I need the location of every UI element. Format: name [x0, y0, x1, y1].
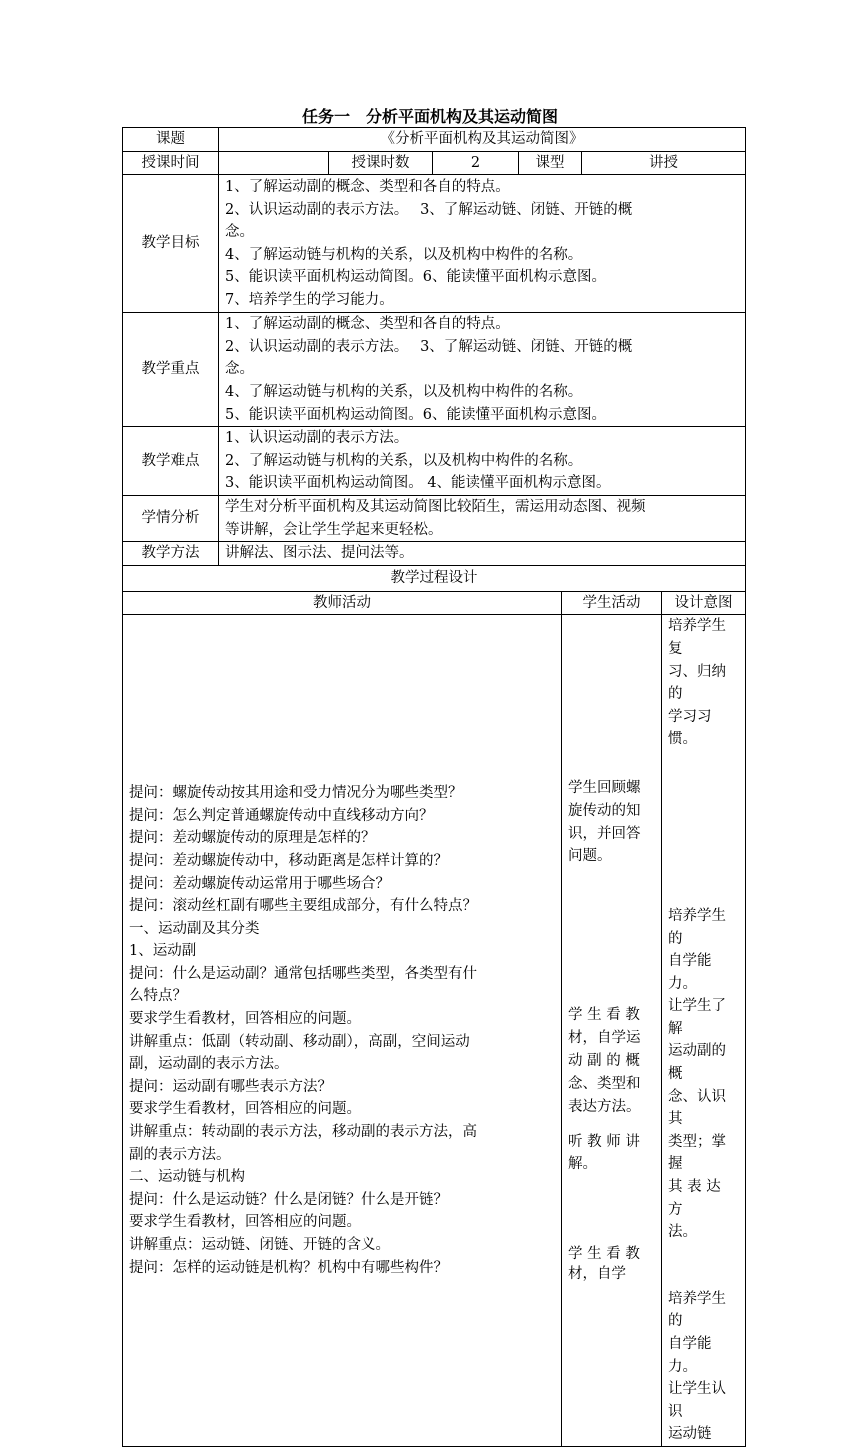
methods-label: 教学方法: [123, 542, 219, 566]
difficulties-label: 教学难点: [123, 427, 219, 496]
teacher-line: 提问：螺旋传动按其用途和受力情况分为哪些类型？: [129, 785, 463, 802]
objectives-content: [219, 175, 746, 313]
objective-line: 1、了解运动副的概念、类型和各自的特点。: [225, 178, 510, 195]
process-header: 教学过程设计: [123, 565, 746, 591]
student-note-line: 学生回顾螺: [568, 780, 641, 797]
key-points-label: 教学重点: [123, 313, 219, 427]
design-note-line: 其 表 达 方: [668, 1179, 721, 1218]
teacher-line: 副的表示方法。: [129, 1146, 231, 1163]
page-title: 任务一 分析平面机构及其运动简图: [301, 107, 558, 126]
design-note-line: 自学能力。: [668, 1336, 712, 1375]
design-note-line: 运动副的概: [668, 1043, 726, 1083]
time-value: [219, 151, 329, 175]
analysis-label: 学情分析: [123, 495, 219, 541]
student-note-line: 动 副 的 概: [568, 1052, 640, 1069]
student-note-line: 学 生 看 教: [568, 1245, 640, 1262]
schedule-row: [123, 151, 746, 175]
design-note-line: 让学生认识: [668, 1381, 726, 1420]
difficulty-line: 1、认识运动副的表示方法。: [225, 430, 409, 447]
type-label: 课型: [519, 151, 582, 175]
analysis-content: [219, 495, 746, 541]
student-note-line: 学 生 看 教: [568, 1006, 640, 1023]
design-note-line: 让学生了解: [668, 998, 726, 1037]
design-note-line: 习、归纳的: [668, 663, 726, 703]
objective-line: 5、能识读平面机构运动简图。6、能读懂平面机构示意图。: [225, 269, 606, 286]
process-header-row: [123, 565, 746, 591]
difficulty-line: 3、能识读平面机构运动简图。 4、能读懂平面机构示意图。: [225, 475, 611, 492]
key-point-line: 5、能识读平面机构运动简图。6、能读懂平面机构示意图。: [225, 406, 606, 423]
objective-line: 念。: [225, 224, 254, 241]
analysis-line: 等讲解，会让学生学起来更轻松。: [225, 521, 443, 538]
teacher-line: 提问：怎样的运动链是机构？机构中有哪些构件？: [129, 1259, 448, 1276]
teacher-line: 二、运动链与机构: [129, 1169, 245, 1186]
difficulties-row: [123, 427, 746, 496]
student-note-line: 解。: [568, 1156, 597, 1173]
teacher-line: 提问：差动螺旋传动中，移动距离是怎样计算的？: [129, 852, 448, 869]
student-note-line: 旋传动的知: [568, 802, 641, 819]
objectives-label: 教学目标: [123, 175, 219, 313]
teacher-line: 讲解重点：低副（转动副、移动副），高副，空间运动: [129, 1033, 470, 1050]
design-note-line: 念、认识其: [668, 1088, 726, 1128]
analysis-line: 学生对分析平面机构及其运动简图比较陌生，需运用动态图、视频: [225, 498, 646, 515]
design-note-line: 类型；掌握: [668, 1133, 726, 1173]
teacher-line: 提问：什么是运动副？通常包括哪些类型，各类型有什: [129, 965, 477, 982]
hours-value: 2: [433, 151, 519, 175]
objective-line: 4、了解运动链与机构的关系，以及机构中构件的名称。: [225, 246, 583, 263]
teacher-line: 讲解重点：转动副的表示方法，移动副的表示方法，高: [129, 1124, 477, 1141]
teacher-line: 提问：滚动丝杠副有哪些主要组成部分，有什么特点？: [129, 898, 477, 915]
difficulties-content: [219, 427, 746, 496]
difficulty-line: 2、了解运动链与机构的关系，以及机构中构件的名称。: [225, 452, 583, 469]
design-note-line: 运动链: [668, 1426, 712, 1443]
objectives-row: [123, 175, 746, 313]
teacher-line: 要求学生看教材，回答相应的问题。: [129, 1214, 361, 1231]
teacher-line: 提问：怎么判定普通螺旋传动中直线移动方向？: [129, 807, 434, 824]
student-note-line: 听 教 师 讲: [568, 1133, 640, 1150]
methods-value: 讲解法、图示法、提问法等。: [219, 542, 746, 566]
key-points-row: [123, 313, 746, 427]
lesson-plan-table: [122, 127, 746, 1447]
key-point-line: 2、认识运动副的表示方法。 3、了解运动链、闭链、开链的概: [225, 338, 633, 355]
student-note-line: 问题。: [568, 848, 612, 865]
topic-label: 课题: [123, 128, 219, 152]
key-point-line: 1、了解运动副的概念、类型和各自的特点。: [225, 316, 510, 333]
type-value: 讲授: [582, 151, 746, 175]
methods-row: [123, 542, 746, 566]
objective-line: 2、认识运动副的表示方法。 3、了解运动链、闭链、开链的概: [225, 201, 633, 218]
key-points-content: [219, 313, 746, 427]
topic-row: [123, 128, 746, 152]
process-content-row: [123, 615, 746, 1447]
design-intent-content: [662, 615, 746, 1447]
teacher-line: 一、运动副及其分类: [129, 920, 260, 937]
teacher-line: 讲解重点：运动链、闭链、开链的含义。: [129, 1237, 390, 1253]
design-note-line: 学习习惯。: [668, 708, 712, 748]
teacher-line: 1、运动副: [129, 943, 197, 960]
key-point-line: 4、了解运动链与机构的关系，以及机构中构件的名称。: [225, 383, 583, 400]
student-note-line: 材，自学运: [568, 1029, 641, 1046]
student-note-line: 表达方法。: [568, 1098, 641, 1115]
teacher-line: 要求学生看教材，回答相应的问题。: [129, 1101, 361, 1118]
design-note-line: 培养学生复: [668, 618, 726, 657]
teacher-line: 提问：差动螺旋传动运常用于哪些场合？: [129, 875, 390, 892]
teacher-line: 提问：什么是运动链？什么是闭链？什么是开链？: [129, 1191, 448, 1208]
design-intent-header: 设计意图: [662, 591, 746, 615]
design-note-line: 培养学生的: [668, 1290, 726, 1330]
time-label: 授课时间: [123, 151, 219, 175]
design-note-line: 自学能力。: [668, 953, 712, 992]
teacher-line: 要求学生看教材，回答相应的问题。: [129, 1011, 361, 1028]
hours-label: 授课时数: [329, 151, 433, 175]
teacher-activity-content: [123, 615, 562, 1447]
student-activity-content: [562, 615, 662, 1447]
key-point-line: 念。: [225, 361, 254, 378]
teacher-line: 副，运动副的表示方法。: [129, 1056, 289, 1073]
student-activity-header: 学生活动: [562, 591, 662, 615]
teacher-line: 提问：差动螺旋传动的原理是怎样的？: [129, 830, 376, 847]
objective-line: 7、培养学生的学习能力。: [225, 291, 394, 308]
process-columns-row: [123, 591, 746, 615]
design-note-line: 法。: [668, 1224, 697, 1241]
teacher-line: 么特点？: [129, 988, 187, 1005]
analysis-row: [123, 495, 746, 541]
teacher-activity-header: 教师活动: [123, 591, 562, 615]
student-note-line: 念、类型和: [568, 1075, 641, 1092]
topic-value: 《分析平面机构及其运动简图》: [219, 128, 746, 152]
teacher-line: 提问：运动副有哪些表示方法？: [129, 1078, 332, 1095]
student-note-line: 识，并回答: [568, 825, 641, 842]
design-note-line: 培养学生的: [668, 907, 726, 947]
student-note-line: 材，自学: [568, 1265, 626, 1282]
